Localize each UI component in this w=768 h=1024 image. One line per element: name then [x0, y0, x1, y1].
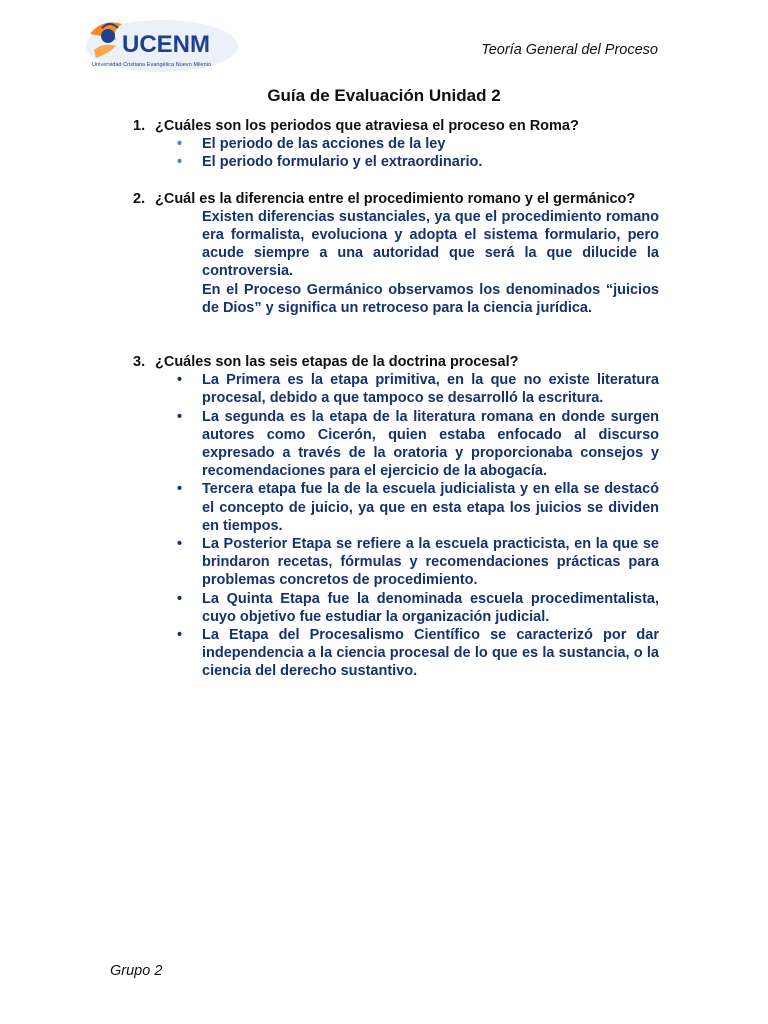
logo-wordmark: UCENM	[122, 31, 210, 58]
document-title: Guía de Evaluación Unidad 2	[267, 86, 501, 105]
ucenm-logo-icon	[82, 14, 242, 76]
bullet-icon: •	[177, 136, 183, 153]
answer-paragraph: Existen diferencias sustanciales, ya que el procedimiento romano era formalista, evoluciona y adopta el sistema formulario, pero acude siempre a una autoridad que será la que dilucide la controversia.	[202, 208, 659, 280]
answer-text: Tercera etapa fue la de la escuela judicialista y en ella se destacó el concepto de juicio, ya que en esta etapa los juicios se dividen en tiempos.	[202, 481, 659, 534]
footer-group: Grupo 2	[110, 963, 163, 979]
list-item	[133, 408, 659, 481]
logo-subtext: Universidad Cristiana Evangélica Nuevo Milenio	[92, 62, 212, 68]
answer-text: La Posterior Etapa se refiere a la escuela practicista, en la que se brindaron recetas, fórmulas y recomendaciones prácticas para problemas concretos de procedimiento.	[202, 536, 659, 589]
bullet-icon: •	[177, 154, 183, 171]
bullet-icon: •	[177, 408, 183, 425]
list-item	[133, 590, 659, 626]
bullet-icon: •	[177, 627, 183, 644]
bullet-icon: •	[177, 590, 183, 607]
answer-text: La Quinta Etapa fue la denominada escuela procedimentalista, cuyo objetivo fue estudiar la organización judicial.	[202, 590, 659, 625]
list-item	[133, 480, 659, 535]
university-logo	[82, 14, 242, 76]
question-text: ¿Cuáles son los periodos que atraviesa el proceso en Roma?	[155, 118, 579, 134]
header-subject: Teoría General del Proceso	[481, 42, 658, 58]
answer-text: El periodo de las acciones de la ley	[202, 136, 446, 153]
list-item	[133, 135, 659, 153]
answer-text: El periodo formulario y el extraordinario.	[202, 154, 483, 171]
answer-paragraph: En el Proceso Germánico observamos los denominados “juicios de Dios” y significa un retroceso para la ciencia jurídica.	[202, 281, 659, 316]
answer-list-3	[133, 371, 659, 680]
evaluation-content	[133, 117, 659, 681]
list-item	[133, 153, 659, 171]
question-number: 3.	[133, 354, 146, 371]
list-item	[133, 626, 659, 681]
answer-text: La segunda es la etapa de la literatura romana en donde surgen autores como Cicerón, quien estaba enfocado al discurso expresado a través de la oratoria y proporcionaba consejos y recomendaciones para el ejercicio de la abogacía.	[202, 408, 659, 480]
bullet-icon: •	[177, 372, 183, 389]
question-number: 1.	[133, 118, 146, 134]
question-text: ¿Cuál es la diferencia entre el procedimiento romano y el germánico?	[155, 190, 636, 207]
question-text: ¿Cuáles son las seis etapas de la doctrina procesal?	[155, 354, 519, 371]
answer-list-1	[133, 135, 659, 171]
list-item	[133, 535, 659, 590]
list-item	[133, 371, 659, 407]
question-number: 2.	[133, 190, 146, 207]
answer-text: La Etapa del Procesalismo Científico se caracterizó por dar independencia a la ciencia procesal de lo que es la sustancia, o la ciencia del derecho sustantivo.	[202, 627, 659, 680]
question-3	[133, 353, 659, 371]
answer-text: La Primera es la etapa primitiva, en la que no existe literatura procesal, debido a que tampoco se desarrolló la escritura.	[202, 372, 659, 407]
bullet-icon: •	[177, 536, 183, 553]
question-2	[133, 190, 659, 208]
bullet-icon: •	[177, 481, 183, 498]
question-1	[133, 117, 659, 135]
